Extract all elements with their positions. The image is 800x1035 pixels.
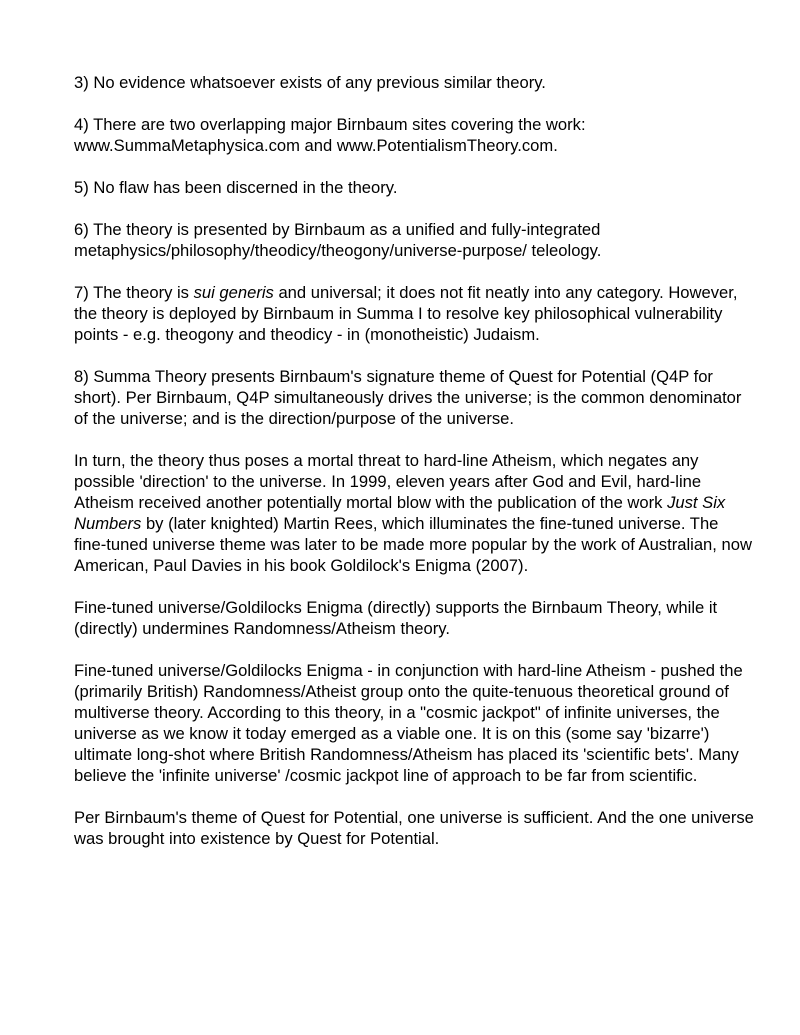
paragraph-10 [74,597,754,639]
paragraph-12-text: Per Birnbaum's theme of Quest for Potential, one universe is sufficient. And the one universe was brought into existence by Quest for Potential. [74,808,754,848]
paragraph-9-after: by (later knighted) Martin Rees, which illuminates the fine-tuned universe. The fine-tuned universe theme was later to be made more popular by the work of Australian, now American, Paul Davies in his book Goldilock's Enigma (2007). [74,514,752,575]
paragraph-9-before: In turn, the theory thus poses a mortal threat to hard-line Atheism, which negates any possible 'direction' to the universe. In 1999, eleven years after God and Evil, hard-line Atheism received another potentially mortal blow with the publication of the work [74,451,702,512]
document-page [74,72,754,870]
paragraph-3-text: 3) No evidence whatsoever exists of any previous similar theory. [74,73,546,92]
paragraph-7-after: and universal; it does not fit neatly into any category. However, the theory is deployed by Birnbaum in Summa I to resolve key philosophical vulnerability points - e.g. theogony and theodicy - in (monotheistic) Judaism. [74,283,738,344]
paragraph-12 [74,807,754,849]
paragraph-9 [74,450,754,576]
paragraph-3 [74,72,754,93]
paragraph-5-text: 5) No flaw has been discerned in the theory. [74,178,398,197]
paragraph-8 [74,366,754,429]
paragraph-5 [74,177,754,198]
paragraph-11-text: Fine-tuned universe/Goldilocks Enigma - in conjunction with hard-line Atheism - pushed the (primarily British) Randomness/Atheist group onto the quite-tenuous theoretical ground of multiverse theory. According to this theory, in a "cosmic jackpot" of infinite universes, the universe as we know it today emerged as a viable one. It is on this (some say 'bizarre') ultimate long-shot where British Randomness/Atheism has placed its 'scientific bets'. Many believe the 'infinite universe' /cosmic jackpot line of approach to be far from scientific. [74,661,743,785]
paragraph-6 [74,219,754,261]
paragraph-11 [74,660,754,786]
paragraph-10-text: Fine-tuned universe/Goldilocks Enigma (directly) supports the Birnbaum Theory, while it (directly) undermines Randomness/Atheism theory. [74,598,718,638]
paragraph-7-italic: sui generis [193,283,274,302]
paragraph-6-text: 6) The theory is presented by Birnbaum as a unified and fully-integrated metaphysics/philosophy/theodicy/theogony/universe-purpose/ teleology. [74,220,602,260]
paragraph-8-text: 8) Summa Theory presents Birnbaum's signature theme of Quest for Potential (Q4P for short). Per Birnbaum, Q4P simultaneously drives the universe; is the common denominator of the universe; and is the direction/purpose of the universe. [74,367,742,428]
paragraph-4 [74,114,754,156]
paragraph-9-italic: Just Six Numbers [74,493,726,533]
paragraph-7-before: 7) The theory is [74,283,194,302]
paragraph-7 [74,282,754,345]
paragraph-4-line-1: 4) There are two overlapping major Birnbaum sites covering the work: [74,115,586,134]
paragraph-4-line-2: www.SummaMetaphysica.com and www.PotentialismTheory.com. [74,136,558,155]
